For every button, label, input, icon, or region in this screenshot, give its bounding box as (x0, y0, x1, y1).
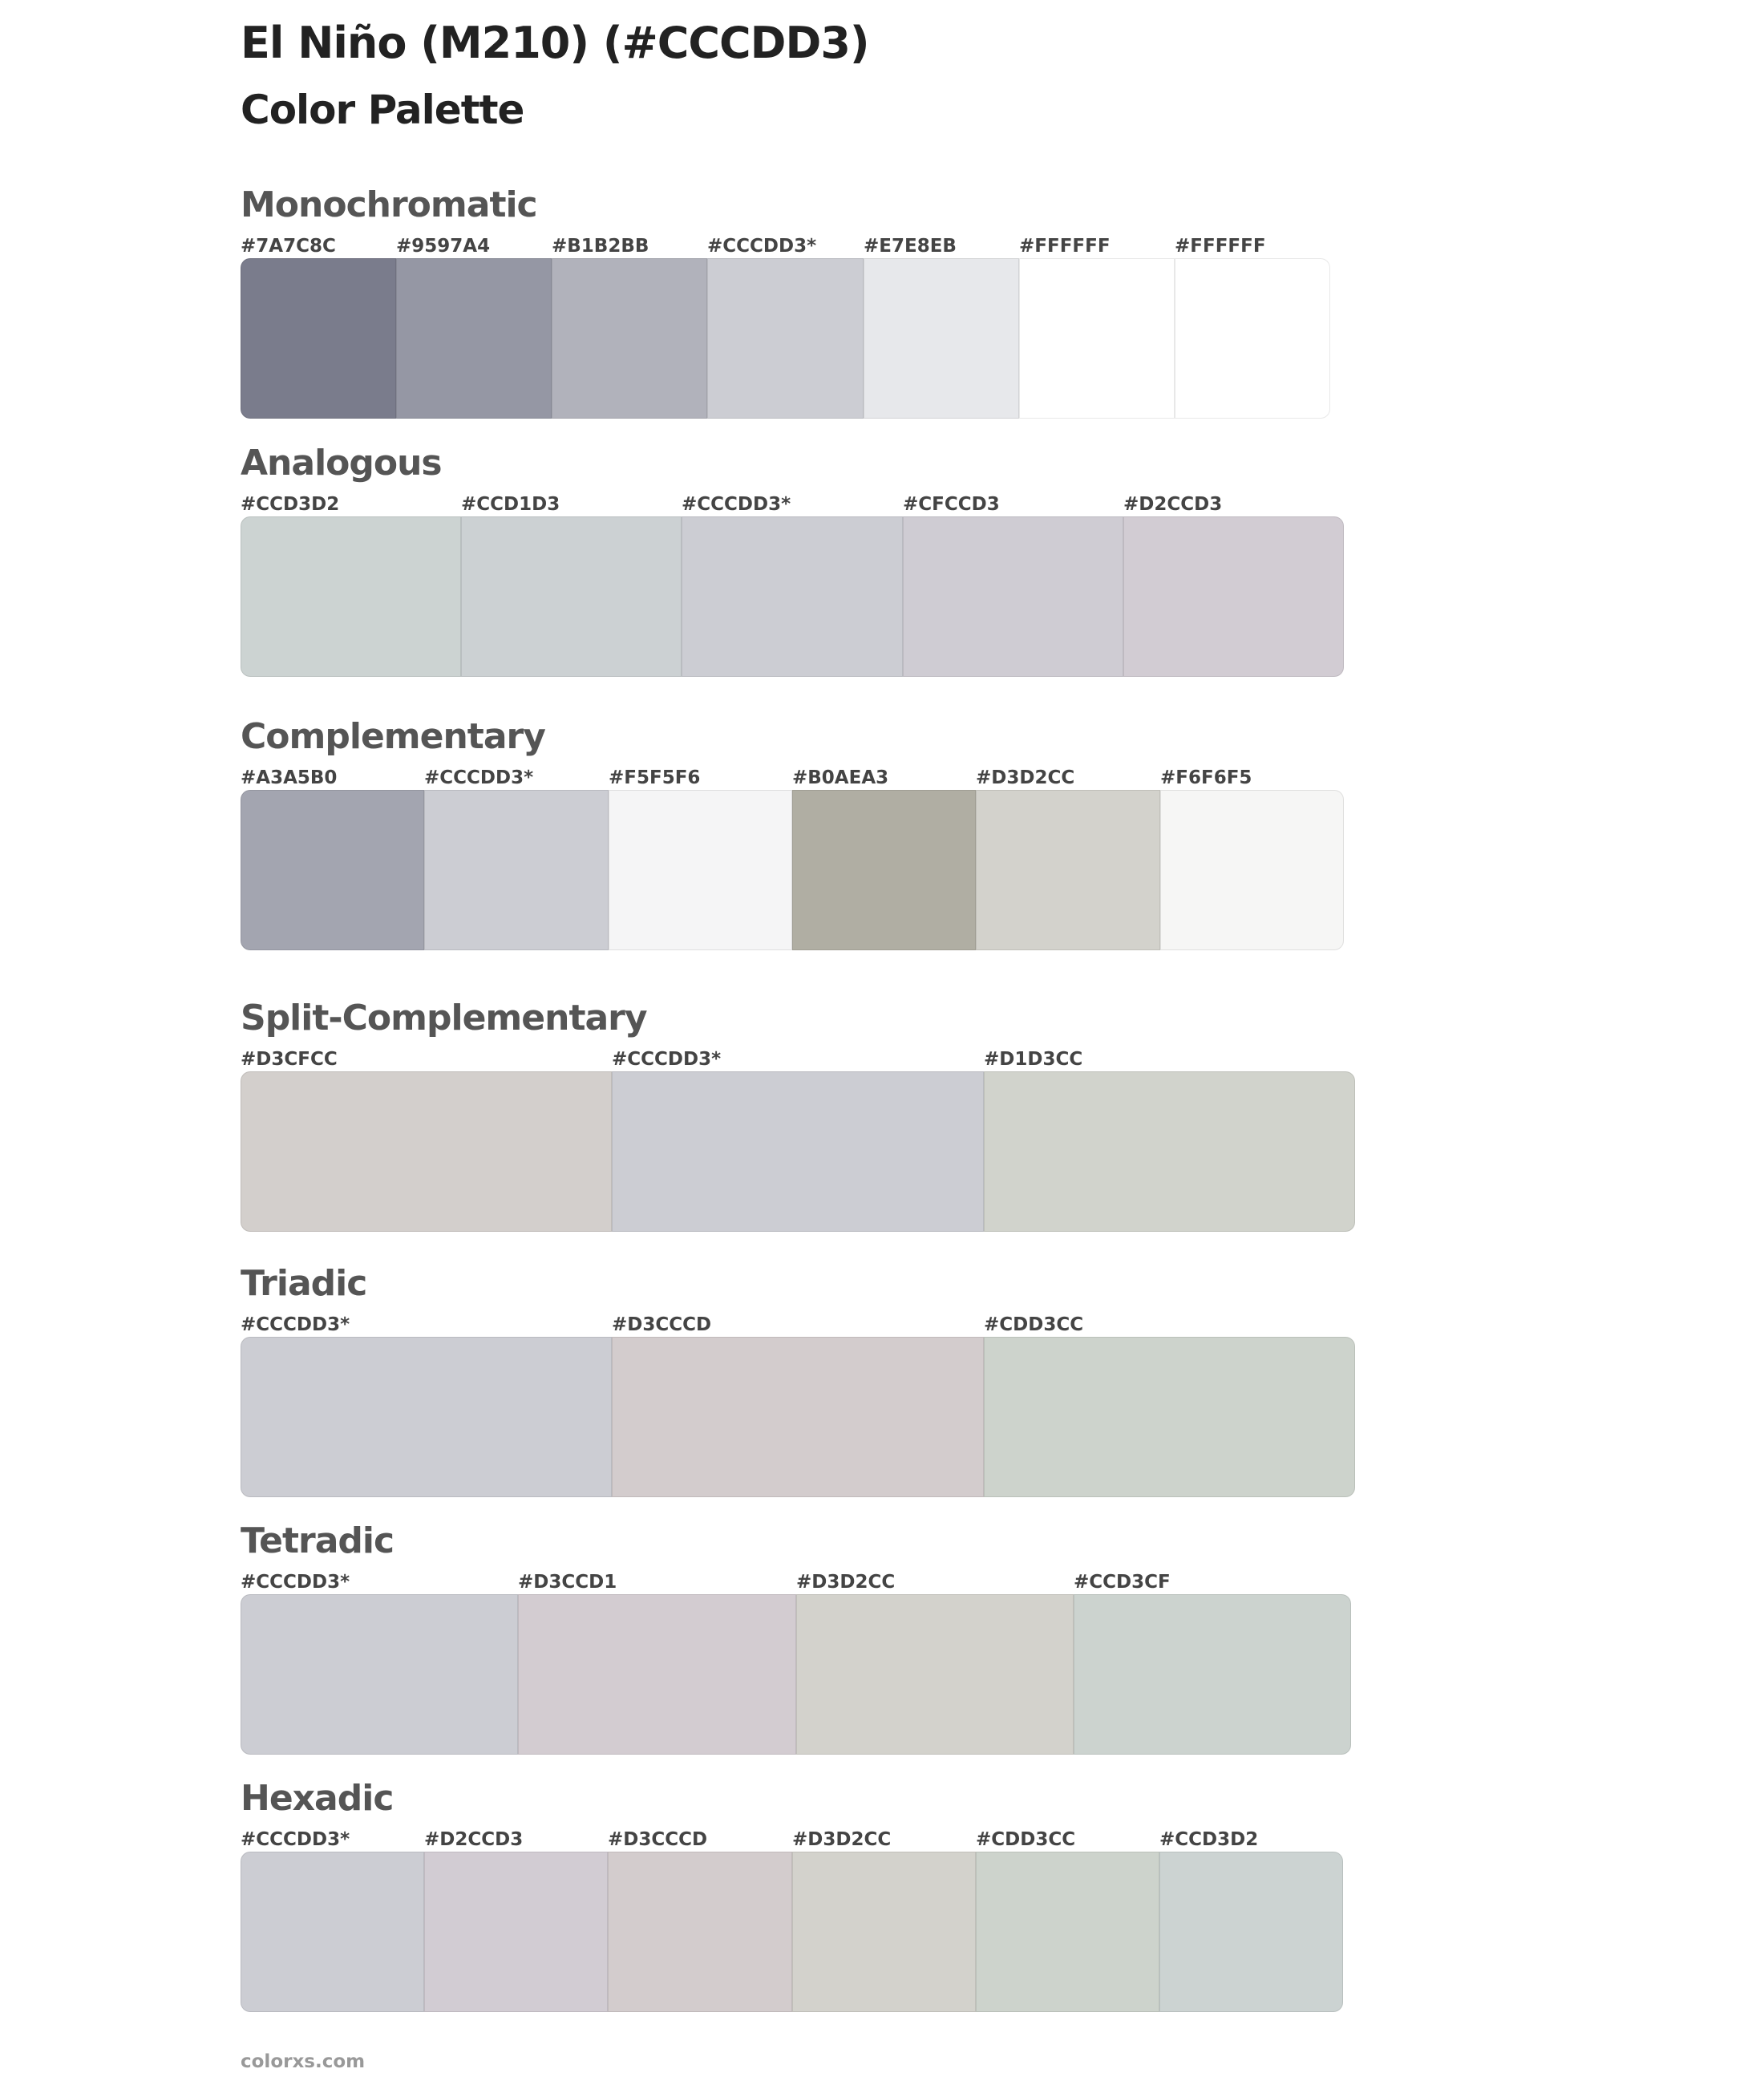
swatch-strip (241, 516, 1344, 677)
palette-section-triadic (241, 1263, 1355, 1504)
hex-label: #D3CCCD (608, 1829, 708, 1850)
palette-section-analogous (241, 443, 1344, 683)
hex-label: #D3D2CC (796, 1572, 896, 1593)
swatch-strip (241, 790, 1344, 950)
palette-section-tetradic (241, 1520, 1351, 1761)
swatch-labels (241, 494, 1344, 518)
swatch-strip (241, 258, 1330, 419)
hex-label: #D1D3CC (984, 1049, 1083, 1070)
hex-label: #D3CFCC (241, 1049, 338, 1070)
section-heading: Analogous (241, 443, 442, 484)
color-swatch[interactable] (1019, 258, 1175, 419)
hex-label: #B0AEA3 (792, 767, 889, 788)
palette-section-split-complementary (241, 998, 1355, 1238)
hex-label: #F5F5F6 (609, 767, 701, 788)
hex-label: #CCD1D3 (461, 494, 560, 515)
color-swatch[interactable] (1175, 258, 1330, 419)
palette-section-hexadic (241, 1778, 1343, 2018)
color-swatch[interactable] (241, 1852, 424, 2012)
hex-label: #D3D2CC (792, 1829, 892, 1850)
color-swatch[interactable] (1123, 516, 1344, 677)
hex-label: #CDD3CC (976, 1829, 1076, 1850)
hex-label: #CCD3CF (1074, 1572, 1171, 1593)
hex-label: #CCD3D2 (241, 494, 340, 515)
color-swatch[interactable] (518, 1594, 796, 1755)
color-swatch[interactable] (1074, 1594, 1351, 1755)
color-swatch[interactable] (682, 516, 903, 677)
palette-section-complementary (241, 716, 1344, 957)
color-swatch[interactable] (424, 790, 609, 950)
color-swatch[interactable] (976, 790, 1160, 950)
hex-label: #CCCDD3* (241, 1314, 350, 1335)
swatch-labels (241, 1829, 1343, 1853)
color-swatch[interactable] (424, 1852, 608, 2012)
hex-label: #D2CCD3 (1123, 494, 1223, 515)
site-footer-link[interactable]: colorxs.com (241, 2051, 366, 2072)
hex-label: #CCCDD3* (682, 494, 791, 515)
hex-label: #CCD3D2 (1159, 1829, 1259, 1850)
swatch-strip (241, 1594, 1351, 1755)
section-heading: Tetradic (241, 1520, 394, 1561)
hex-label: #CFCCD3 (903, 494, 1000, 515)
page-title: El Niño (M210) (#CCCDD3) (241, 18, 869, 68)
section-heading: Monochromatic (241, 184, 537, 225)
hex-label: #CCCDD3* (241, 1829, 350, 1850)
color-swatch[interactable] (241, 1337, 612, 1497)
color-swatch[interactable] (241, 1594, 518, 1755)
color-swatch[interactable] (792, 1852, 976, 2012)
color-swatch[interactable] (396, 258, 552, 419)
hex-label: #B1B2BB (552, 236, 649, 257)
color-swatch[interactable] (1159, 1852, 1343, 2012)
hex-label: #FFFFFF (1175, 236, 1266, 257)
color-swatch[interactable] (612, 1337, 984, 1497)
color-swatch[interactable] (552, 258, 707, 419)
hex-label: #7A7C8C (241, 236, 336, 257)
color-swatch[interactable] (461, 516, 682, 677)
color-swatch[interactable] (241, 258, 396, 419)
swatch-labels (241, 1572, 1351, 1596)
color-swatch[interactable] (984, 1337, 1355, 1497)
hex-label: #CCCDD3* (241, 1572, 350, 1593)
swatch-strip (241, 1337, 1355, 1497)
color-swatch[interactable] (608, 1852, 792, 2012)
hex-label: #D3CCD1 (518, 1572, 617, 1593)
swatch-strip (241, 1071, 1355, 1232)
color-swatch[interactable] (609, 790, 792, 950)
color-swatch[interactable] (984, 1071, 1355, 1232)
color-swatch[interactable] (792, 790, 976, 950)
hex-label: #9597A4 (396, 236, 491, 257)
swatch-labels (241, 767, 1344, 791)
swatch-strip (241, 1852, 1343, 2012)
color-swatch[interactable] (612, 1071, 984, 1232)
color-swatch[interactable] (976, 1852, 1159, 2012)
hex-label: #A3A5B0 (241, 767, 338, 788)
swatch-labels (241, 236, 1330, 260)
hex-label: #E7E8EB (864, 236, 957, 257)
color-swatch[interactable] (864, 258, 1019, 419)
hex-label: #D3D2CC (976, 767, 1075, 788)
color-swatch[interactable] (241, 516, 461, 677)
color-swatch[interactable] (241, 1071, 612, 1232)
hex-label: #FFFFFF (1019, 236, 1111, 257)
color-swatch[interactable] (241, 790, 424, 950)
color-swatch[interactable] (707, 258, 864, 419)
page-subtitle: Color Palette (241, 87, 524, 133)
color-swatch[interactable] (796, 1594, 1074, 1755)
color-swatch[interactable] (903, 516, 1123, 677)
hex-label: #CDD3CC (984, 1314, 1084, 1335)
palette-section-monochromatic (241, 184, 1330, 425)
section-heading: Hexadic (241, 1778, 394, 1819)
hex-label: #D2CCD3 (424, 1829, 524, 1850)
hex-label: #CCCDD3* (612, 1049, 722, 1070)
hex-label: #CCCDD3* (424, 767, 534, 788)
section-heading: Triadic (241, 1263, 367, 1304)
color-swatch[interactable] (1160, 790, 1344, 950)
hex-label: #D3CCCD (612, 1314, 712, 1335)
section-heading: Split-Complementary (241, 998, 647, 1038)
section-heading: Complementary (241, 716, 545, 757)
swatch-labels (241, 1314, 1355, 1338)
hex-label: #F6F6F5 (1160, 767, 1252, 788)
hex-label: #CCCDD3* (707, 236, 817, 257)
swatch-labels (241, 1049, 1355, 1073)
